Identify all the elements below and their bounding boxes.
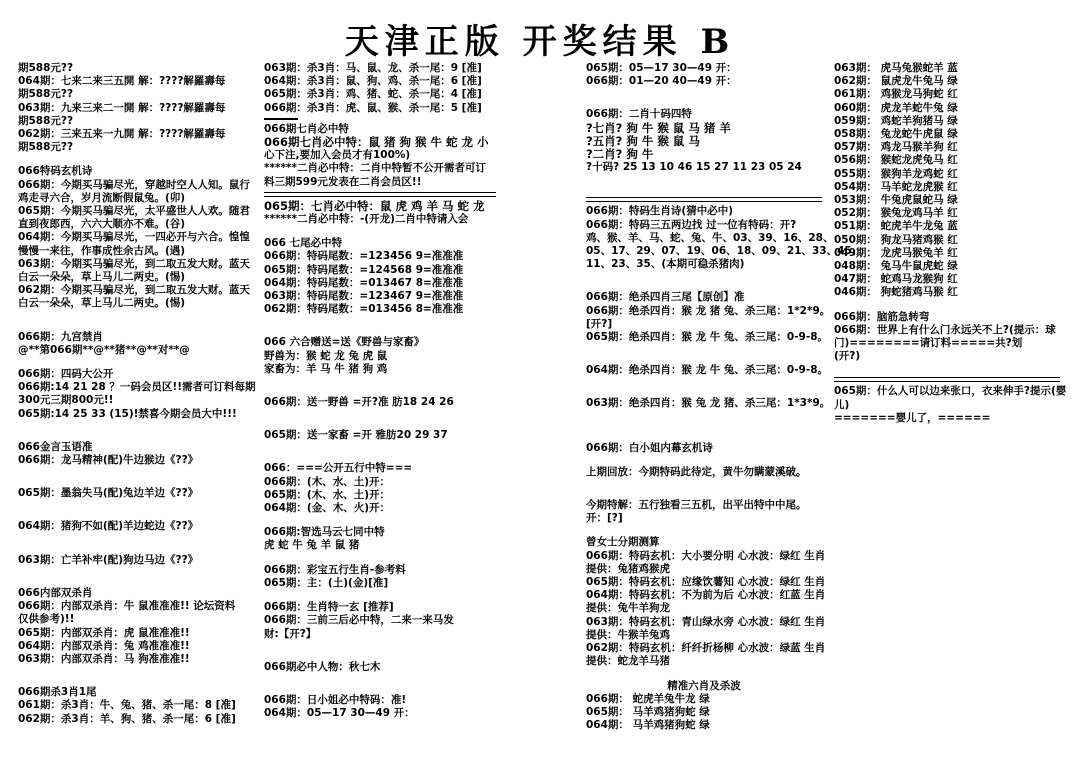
text-line: 062期：三来五来一九開 解：????解羅壽每: [18, 128, 226, 141]
text-line: =======婴儿了，======: [834, 411, 991, 424]
section-heading: 066期七肖必中特: [264, 122, 349, 135]
text-line: 064期： 马羊鸡猪狗蛇 绿: [586, 719, 710, 732]
text-line: 063期：今期买马骗尽光，到二取五发大财。蓝天: [18, 257, 250, 270]
section-heading: 066内部双杀肖: [18, 586, 93, 599]
text-line: 062期：特码玄机：纤纤折杨柳 心水波：绿蓝 生肖: [586, 642, 826, 655]
text-line: 063期：特码玄机：青山绿水旁 心水波：绿红 生肖: [586, 615, 826, 628]
text-line: 065期：什么人可以边来张口，衣来伸手?提示(婴: [834, 385, 1067, 398]
section-heading: 066：===公开五行中特===: [264, 462, 413, 475]
section-heading: 066期:智选马云七同中特: [264, 526, 385, 539]
section-heading: 066期：绝杀四肖三尾【原创】准: [586, 291, 745, 304]
table-row: 051期： 蛇虎羊牛龙兔 蓝: [834, 220, 958, 233]
text-line: 064期：(金、木、火)开：: [264, 502, 391, 515]
text-line: 066期：今期买马骗尽光，穿越时空人人知。鼠行: [18, 178, 250, 191]
text-line: 064期：七来二来三五開 解：????解羅壽每: [18, 75, 226, 88]
text-line: 061期：杀3肖：牛、兔、猪、杀一尾：8 [准]: [18, 699, 236, 712]
divider: [264, 192, 496, 197]
section-heading: 066期：脑筋急转弯: [834, 310, 930, 323]
text-line: 期588元??: [18, 62, 74, 74]
table-row: 053期： 牛兔虎鼠蛇马 绿: [834, 194, 958, 207]
table-row: 050期： 狗龙马猪鸡猴 红: [834, 233, 958, 246]
section-heading: 066 七尾必中特: [264, 237, 343, 250]
column-second: [264, 62, 496, 720]
text-line: 063期：杀3肖：马、鼠、龙、杀一尾：9 [准]: [264, 62, 482, 74]
text-line: 066期：世界上有什么门永远关不上?(提示：球: [834, 323, 1056, 336]
text-line: ?十码? 25 13 10 46 15 27 11 23 05 24: [586, 161, 802, 174]
column-third: [586, 62, 863, 732]
text-line: 064期：05—17 30—49 开：: [264, 707, 415, 720]
table-row: 056期： 猴蛇龙虎兔马 红: [834, 154, 958, 167]
text-line: 064期：猪狗不如(配)羊边蛇边《??》: [18, 520, 199, 533]
text-line: 064期：内部双杀肖：兔 鸡准准准!!: [18, 639, 190, 652]
text-line: 066期：龙马精神(配)牛边猴边《??》: [18, 454, 199, 467]
text-line: 期588元??: [18, 88, 74, 101]
text-line: 066期：特码尾数：=123456 9=准准准: [264, 250, 464, 263]
table-row: 060期： 虎龙羊蛇牛兔 绿: [834, 101, 958, 114]
text-line: 上期回放：今期特码此待定，黄牛勿瞒蒙溪破。: [586, 465, 807, 478]
text-line: 066期七肖必中特：鼠 猪 狗 猴 牛 蛇 龙 小: [264, 135, 489, 150]
text-line: 066期：绝杀四肖：猴 龙 猪 兔、杀三尾：1*2*9。: [586, 304, 831, 317]
text-line: 062期：今期买马骗尽光，到二取五发大财。蓝天: [18, 284, 250, 297]
text-line: 066期： 蛇虎羊兔牛龙 绿: [586, 692, 710, 705]
text-line: ******二肖必中特：-(开龙)二肖中特请入会: [264, 213, 469, 226]
text-line: 065期：七肖必中特：鼠 虎 鸡 羊 马 蛇 龙: [264, 198, 485, 213]
text-line: 提供：牛猴羊兔鸡: [586, 628, 670, 641]
table-row: 057期： 鸡龙马猴羊狗 红: [834, 141, 958, 154]
text-line: 062期：特码尾数：=013456 8=准准准: [264, 303, 464, 316]
text-line: ?二肖? 狗 牛: [586, 147, 654, 162]
text-line: 提供：兔猪鸡猴虎: [586, 562, 670, 575]
text-line: 鸡、猴、羊、马、蛇、兔、牛、03、39、16、28、: [586, 231, 834, 244]
text-line: 期588元??: [18, 114, 74, 127]
section-heading: 066期杀3肖1尾: [18, 686, 97, 699]
text-line: 今期特解：五行独看三五机，出平出特中中尾。: [586, 499, 807, 512]
section-heading: 066期：四码大公开: [18, 368, 114, 381]
text-line: 白云一朵朵，草上马儿二两史。(惕): [18, 271, 186, 284]
text-line: 064期：绝杀四肖：猴 龙 牛 兔、杀三尾：0-9-8。: [586, 364, 829, 377]
text-line: 066期：01—20 40—49 开：: [586, 75, 737, 88]
table-row: 049期： 龙虎马猴兔羊 红: [834, 246, 958, 259]
column-left: [18, 62, 256, 726]
text-line: 300元三期800元!!: [18, 394, 114, 407]
text-line: 065期：内部双杀肖：虎 鼠准准准!!: [18, 626, 190, 639]
table-row: 048期： 兔马牛鼠虎蛇 绿: [834, 260, 958, 273]
table-row: 052期： 猴兔龙鸡马羊 红: [834, 207, 958, 220]
text-line: 提供：蛇龙羊马猪: [586, 655, 670, 668]
text-line: 064期：杀3肖：鼠、狗、鸡、杀一尾：6 [准]: [264, 75, 482, 88]
text-line: 05、17、29、07、19、06、18、09、21、33、45、: [586, 245, 863, 258]
text-line: 虎 蛇 牛 兔 羊 鼠 猪: [264, 539, 360, 552]
text-line: 066期：日小姐必中特码：准!: [264, 693, 407, 706]
text-line: @**第066期**@**猪**@**对**@: [18, 343, 190, 356]
text-line: 063期：九来三来二一開 解：????解羅壽每: [18, 101, 226, 114]
text-line: 065期：特码尾数：=124568 9=准准准: [264, 263, 464, 276]
text-line: 063期：亡羊补牢(配)狗边马边《??》: [18, 553, 199, 566]
section-heading: 066期：生肖特一玄 [推荐]: [264, 601, 394, 614]
table-row: 062期： 鼠虎龙牛兔马 绿: [834, 75, 958, 88]
text-line: 066期：特码三五两边找 过一位有特码：开?: [586, 218, 797, 231]
section-heading: 精准六肖及杀波: [667, 679, 741, 692]
text-line: ?五肖? 狗 牛 猴 鼠 马: [586, 133, 700, 148]
text-line: ******二肖必中特：二肖中特暂不公开需者可订: [264, 162, 486, 175]
text-line: 直到夜郎西，六六大顺亦不难。(谷): [18, 218, 186, 231]
text-line: 仅供参考)!!: [18, 613, 75, 626]
text-line: 065期：今期买马骗尽光，太平盛世人人欢。随君: [18, 205, 250, 218]
text-line: 065期：(木、水、土)开：: [264, 488, 391, 501]
text-line: 开：[?]: [586, 512, 623, 525]
text-line: 062期：杀3肖：羊、狗、猪、杀一尾：6 [准]: [18, 712, 236, 725]
text-line: 064期：特码玄机：不为前为后 心水波：红蓝 生肖: [586, 589, 826, 602]
text-line: 063期：内部双杀肖：马 狗准准准!!: [18, 652, 190, 665]
text-line: 门)========请订料=====共?划: [834, 337, 1023, 350]
text-line: 066期：杀3肖：虎、鼠、猴、杀一尾：5 [准]: [264, 101, 482, 114]
text-line: 期588元??: [18, 141, 74, 154]
text-line: 066期：三前三后必中特，二来一来马发: [264, 614, 454, 627]
section-heading: 066期：白小姐内幕玄机诗: [586, 441, 713, 454]
text-line: 066期:14 21 28 ？一码会员区!!需者可订料每期: [18, 381, 256, 394]
text-line: 066期：内部双杀肖：牛 鼠准准准!! 论坛资料: [18, 600, 236, 613]
text-line: 064期：特码尾数：=013467 8=准准准: [264, 276, 464, 289]
divider: [264, 118, 298, 120]
text-line: (开?): [834, 350, 861, 363]
section-heading: 曾女士分期测算: [586, 536, 660, 549]
text-line: ?七肖? 狗 牛 猴 鼠 马 猪 羊: [586, 120, 731, 135]
text-line: 066期：送一野兽 =开?准 肪18 24 26: [264, 396, 454, 409]
text-line: 儿): [834, 398, 850, 411]
section-heading: 066金言玉语准: [18, 440, 93, 453]
table-row: 055期： 猴狗羊龙鸡蛇 红: [834, 167, 958, 180]
text-line: 063期：绝杀四肖：猴 兔 龙 猪、杀三尾：1*3*9。: [586, 397, 831, 410]
table-row: 046期： 狗蛇猪鸡马猴 红: [834, 286, 958, 299]
table-row: 047期： 蛇鸡马龙猴狗 红: [834, 273, 958, 286]
text-line: 家畜为：羊 马 牛 猪 狗 鸡: [264, 362, 388, 375]
text-line: 063期：特码尾数：=123467 9=准准准: [264, 290, 464, 303]
section-heading: 066特码玄机诗: [18, 165, 93, 178]
text-line: 065期：特码玄机：应缘饮薯知 心水波：绿红 生肖: [586, 576, 826, 589]
section-heading: 066期：特码生肖诗(猜中必中): [586, 205, 734, 218]
text-line: 065期:14 25 33 (15)!禁喜今期会员大中!!!: [18, 407, 237, 420]
text-line: 065期：杀3肖：鸡、猪、蛇、杀一尾：4 [准]: [264, 88, 482, 101]
text-line: 066期：特码玄机：大小要分明 心水波：绿红 生肖: [586, 549, 826, 562]
column-right: [834, 62, 1067, 425]
text-line: 065期：送一家畜 =开 雅肪20 29 37: [264, 429, 448, 442]
divider: [834, 377, 1060, 382]
text-line: 065期： 马羊鸡猪狗蛇 绿: [586, 705, 710, 718]
table-row: 063期： 虎马兔猴蛇羊 蓝: [834, 62, 958, 74]
page-title: 天津正版 开奖结果 B: [344, 22, 736, 62]
text-line: 065期：05—17 30—49 开：: [586, 62, 737, 74]
section-heading: 066期：彩宝五行生肖-参考料: [264, 563, 406, 576]
section-heading: 066 六合赠送=送《野兽与家畜》: [264, 336, 425, 349]
text-line: 野兽为：猴 蛇 龙 兔 虎 鼠: [264, 349, 388, 362]
section-heading: 066期：九宫禁肖: [18, 330, 103, 343]
text-line: 065期：主：(土)(金)[准]: [264, 576, 389, 589]
text-line: 白云一朵朵，草上马儿二两史。(惕): [18, 297, 186, 310]
divider: [586, 197, 822, 202]
text-line: 鸡走寻六合，岁月流断假鼠兔。(卯): [18, 191, 186, 204]
table-row: 058期： 兔龙蛇牛虎鼠 绿: [834, 128, 958, 141]
text-line: 提供：兔牛羊狗龙: [586, 602, 670, 615]
text-line: 066期：(木、水、土)开：: [264, 475, 391, 488]
table-row: 061期： 鸡猴龙马狗蛇 红: [834, 88, 958, 101]
text-line: 065期：绝杀四肖：猴 龙 牛 兔、杀三尾：0-9-8。: [586, 331, 829, 344]
text-line: 财:【开?】: [264, 627, 317, 640]
text-line: 065期：墨翁失马(配)兔边羊边《??》: [18, 487, 199, 500]
section-heading: 066期必中人物：秋七木: [264, 660, 381, 673]
section-heading: 066期：二肖十码四特: [586, 108, 692, 121]
text-line: 11、23、35、(本期可稳杀猪肉): [586, 258, 745, 271]
text-line: 064期：今期买马骗尽光，一四必开与六合。惶惶: [18, 231, 250, 244]
text-line: [开?]: [586, 317, 613, 330]
table-row: 054期： 马羊蛇龙虎猴 红: [834, 180, 958, 193]
text-line: 料三期599元发表在二肖会员区!!: [264, 175, 422, 188]
text-line: 心下注,要加入会员才有100%): [264, 149, 411, 162]
text-line: 慢慢一来往，作事成性余古风。(遇): [18, 244, 186, 257]
table-row: 059期： 鸡蛇羊狗猪马 绿: [834, 114, 958, 127]
